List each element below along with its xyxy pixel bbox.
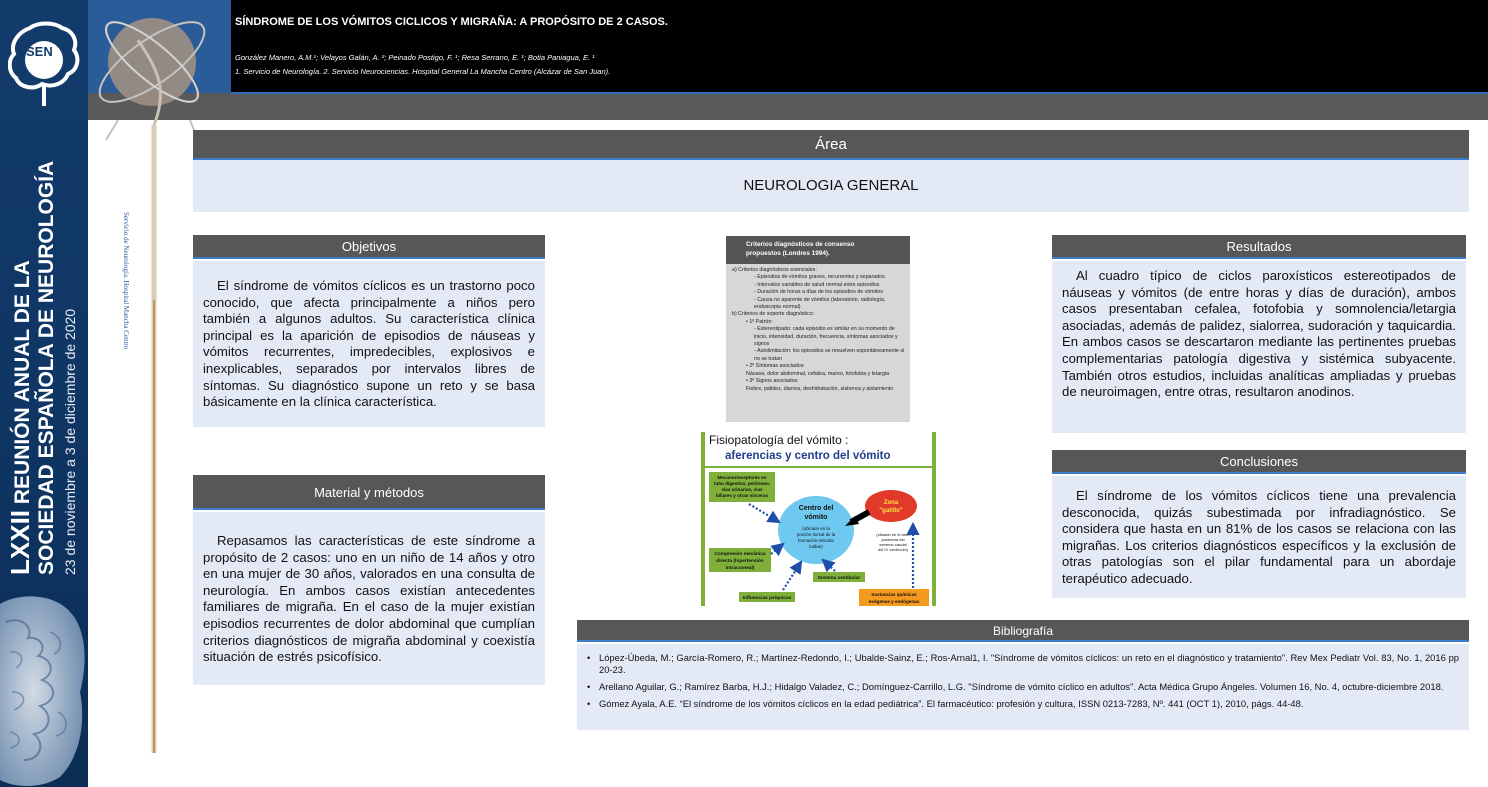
criteria-line: - Autolimitación: los episodios se resuelven espontáneamente si no se tratan xyxy=(754,348,905,362)
reference-item: • Gómez Ayala, A.E. “El síndrome de los vómitos cíclicos en la edad pediátrica”. El farmacéutico: profesión y cultura, ISSN 0213-7283, Nº. 441 (OCT 1), 2010, págs. 44-48. xyxy=(587,698,1459,710)
header-accent-block xyxy=(88,0,231,93)
zone-note: postrema del xyxy=(881,537,905,542)
criteria-figure xyxy=(726,236,910,422)
sen-logo-subtext: Sociedad Española de Neurología xyxy=(58,38,68,49)
brain-illustration-icon xyxy=(0,592,88,787)
objetivos-heading: Objetivos xyxy=(193,235,545,259)
conclusiones-heading: Conclusiones xyxy=(1052,450,1466,474)
fisio-title-line-1: Fisiopatología del vómito : xyxy=(709,433,849,447)
resultados-heading: Resultados xyxy=(1052,235,1466,259)
header-divider xyxy=(231,92,1488,94)
vestibular-label: Sistema vestibular xyxy=(817,576,861,581)
mecano-line: vías urinarias, vías xyxy=(721,487,763,492)
criteria-line: Fiebre, palidez, diarrea, deshidratación, sialorrea y aislamiento xyxy=(746,385,894,392)
area-value: NEUROLOGIA GENERAL xyxy=(193,160,1469,212)
arrow-psiquicas xyxy=(783,562,801,590)
criteria-line: • 1º Patrón: xyxy=(746,318,773,325)
compresion-line: intracraneal) xyxy=(725,566,755,571)
vomiting-physiopathology-figure xyxy=(701,432,936,606)
criteria-line: Náusea, dolor abdominal, cefalea, mareo, fotofobia y letargia xyxy=(746,370,890,377)
mecano-line: tubo digestivo, peritoneo, xyxy=(713,481,771,486)
criteria-line: a) Criterios diagnósticos esenciales: xyxy=(732,267,817,273)
resultados-panel xyxy=(1052,261,1466,433)
poster-authors: González Manero, A.M.¹; Velayos Galán, A. ²; Peinado Postigo, F. ¹; Resa Serrano, E. ¹; Botia Paniagua, E. ¹ xyxy=(235,53,595,62)
poster-affiliation: 1. Servicio de Neurología. 2. Servicio Neurociencias. Hospital General La Mancha Centro (Alcázar de San Juan). xyxy=(235,67,611,76)
center-note: bulbar) xyxy=(809,544,823,549)
criteria-line: b) Criterios de soporte diagnóstico: xyxy=(732,311,815,318)
mecano-line: Mecanorreceptores en xyxy=(717,475,767,480)
zone-note: del IV ventrículo) xyxy=(877,547,909,552)
center-note: porción dorsal de la xyxy=(796,532,836,537)
criteria-title-line: propuestos (Londres 1994). xyxy=(746,249,830,257)
zone-note: (situado en el área xyxy=(876,532,910,537)
edition-number: LXXII xyxy=(5,509,35,575)
meeting-dates: 23 de noviembre a 3 de diciembre de 2020 xyxy=(62,308,78,575)
sen-logo-text: SEN xyxy=(26,44,53,59)
title-line-2: SOCIEDAD ESPAÑOLA DE NEUROLOGÍA xyxy=(35,160,58,575)
criteria-line: - Estereotipado: cada episodio es similar en su momento de inicio, intensidad, duración, frecuencia, síntomas asociados y signos xyxy=(754,326,898,348)
criteria-line: - Episodios de vómitos graves, recurrentes y separados xyxy=(754,274,885,281)
material-heading: Material y métodos xyxy=(193,475,545,510)
meeting-title xyxy=(0,0,88,575)
conclusiones-panel xyxy=(1052,476,1466,598)
sustancias-line: Sustancias químicas xyxy=(871,592,917,597)
criteria-line: - Causa no aparente de vómitos (laboratorio, radiología, endoscopia normal) xyxy=(754,296,886,311)
bibliografia-heading: Bibliografía xyxy=(577,620,1469,642)
criteria-line: • 3º Signos asociados: xyxy=(746,378,799,385)
center-note: formación reticular xyxy=(797,538,835,543)
objetivos-panel xyxy=(193,261,545,427)
reference-list xyxy=(587,652,1459,710)
psiquicas-label: Influencias psíquicas xyxy=(742,596,792,601)
title-line-1: REUNIÓN ANUAL DE LA xyxy=(11,260,34,505)
arrow-mecano xyxy=(749,504,779,522)
criteria-list xyxy=(726,264,910,393)
sidebar-band xyxy=(0,0,88,787)
trigger-zone-circle xyxy=(865,490,917,522)
criteria-figure-title xyxy=(726,236,910,264)
physiopathology-diagram xyxy=(705,432,932,606)
area-heading: Área xyxy=(193,130,1469,160)
reference-item: • Arellano Aguilar, G.; Ramírez Barba, H.J.; Hidalgo Valadez, C.; Domínguez-Carrillo, L.G. "Síndrome de vómito cíclico en adultos". Acta Médica Grupo Ángeles. Volumen 16, No. 4, octubre-diciembre 2018. xyxy=(587,681,1459,693)
arrow-compresion xyxy=(771,544,783,554)
material-panel xyxy=(193,512,545,685)
zone-label: "gatillo" xyxy=(879,508,903,514)
mecano-line: biliares y otras vísceras xyxy=(715,493,769,498)
zone-label: Zona xyxy=(883,500,899,506)
center-label: Centro del xyxy=(798,505,834,512)
criteria-line: • 2º Síntomas asociados: xyxy=(746,363,805,370)
poster-title: SÍNDROME DE LOS VÓMITOS CICLICOS Y MIGRAÑA: A PROPÓSITO DE 2 CASOS. xyxy=(235,16,668,28)
resultados-text: Al cuadro típico de ciclos paroxísticos estereotipados de náuseas y vómitos (de entre horas y días de duración), ambos casos presentaban cefalea, fotofobia y somnolencia/letargia asociadas, además de palidez, sialorrea, sudoración y taquicardia. En ambos casos se descartaron mediante las pertinentes pruebas complementarias patología digestiva y sistémica subyacente. También otros estudios, incluidas analíticas ampliadas y pruebas de neuroimagen, entre otras, resultaron anodinos. xyxy=(1062,268,1456,400)
center-label: vómito xyxy=(804,514,828,521)
header-strip xyxy=(88,93,1488,120)
conclusiones-text: El síndrome de los vómitos cíclicos tiene una prevalencia desconocida, quizás subestimada por infradiagnóstico. Se considera que hasta en un 81% de los casos se relaciona con las migrañas. Los criterios diagnósticos específicos y la exclusión de otras patologías son el pilar fundamental para un abordaje terapéutico adecuado. xyxy=(1062,488,1456,586)
center-note: (ubicado en la xyxy=(802,526,830,531)
vertical-hospital-note: Servicio de Neurología. Hospital Mancha Centro xyxy=(122,212,130,350)
criteria-title-line: Criterios diagnósticos de consenso xyxy=(746,241,855,248)
sustancias-line: exógenas y endógenas xyxy=(868,599,920,604)
criteria-line: - Intervalos variables de salud normal entre episodios xyxy=(754,281,880,288)
material-text: Repasamos las características de este síndrome a propósito de 2 casos: uno en un niño de 14 años y otro en una mujer de 30 años, valorados en una consulta de neurología. En ambos casos existían antecedentes familiares de migraña. En el caso de la mujer existían episodios recurrentes de dolor abdominal que cumplían criterios diagnósticos de migraña abdominal y coexistía situación de estrés psicofísico. xyxy=(203,533,535,665)
objetivos-text: El síndrome de vómitos cíclicos es un trastorno poco conocido, que afecta principalmente a niños pero también a algunos adultos. Su característica clínica principal es la aparición de episodios de náuseas y vómitos recurrentes, impredecibles, explosivos e inexplicables, separados por intervalos libres de síntomas. Su diagnóstico supone un reto y se basa básicamente en la clínica característica. xyxy=(203,278,535,410)
compresion-line: Compresión mecánica xyxy=(714,552,766,557)
reference-item: • López-Úbeda, M.; García-Romero, R.; Martínez-Redondo, I.; Ubalde-Sainz, E.; Ros-Arnal1, I. "Síndrome de vómitos cíclicos: un reto en el diagnóstico y tratamiento". Rev Mex Pediatr Vol. 83, No. 1, 2016 pp 20-23. xyxy=(587,652,1459,676)
criteria-line: - Duración de horas a días de los episodios de vómitos xyxy=(754,289,883,296)
zone-note: extremo caudal xyxy=(879,542,907,547)
compresion-line: directa (hipertensión xyxy=(716,559,764,564)
poster-header xyxy=(88,0,1488,93)
fisio-title-line-2: aferencias y centro del vómito xyxy=(725,450,891,462)
bibliografia-panel xyxy=(577,644,1469,730)
